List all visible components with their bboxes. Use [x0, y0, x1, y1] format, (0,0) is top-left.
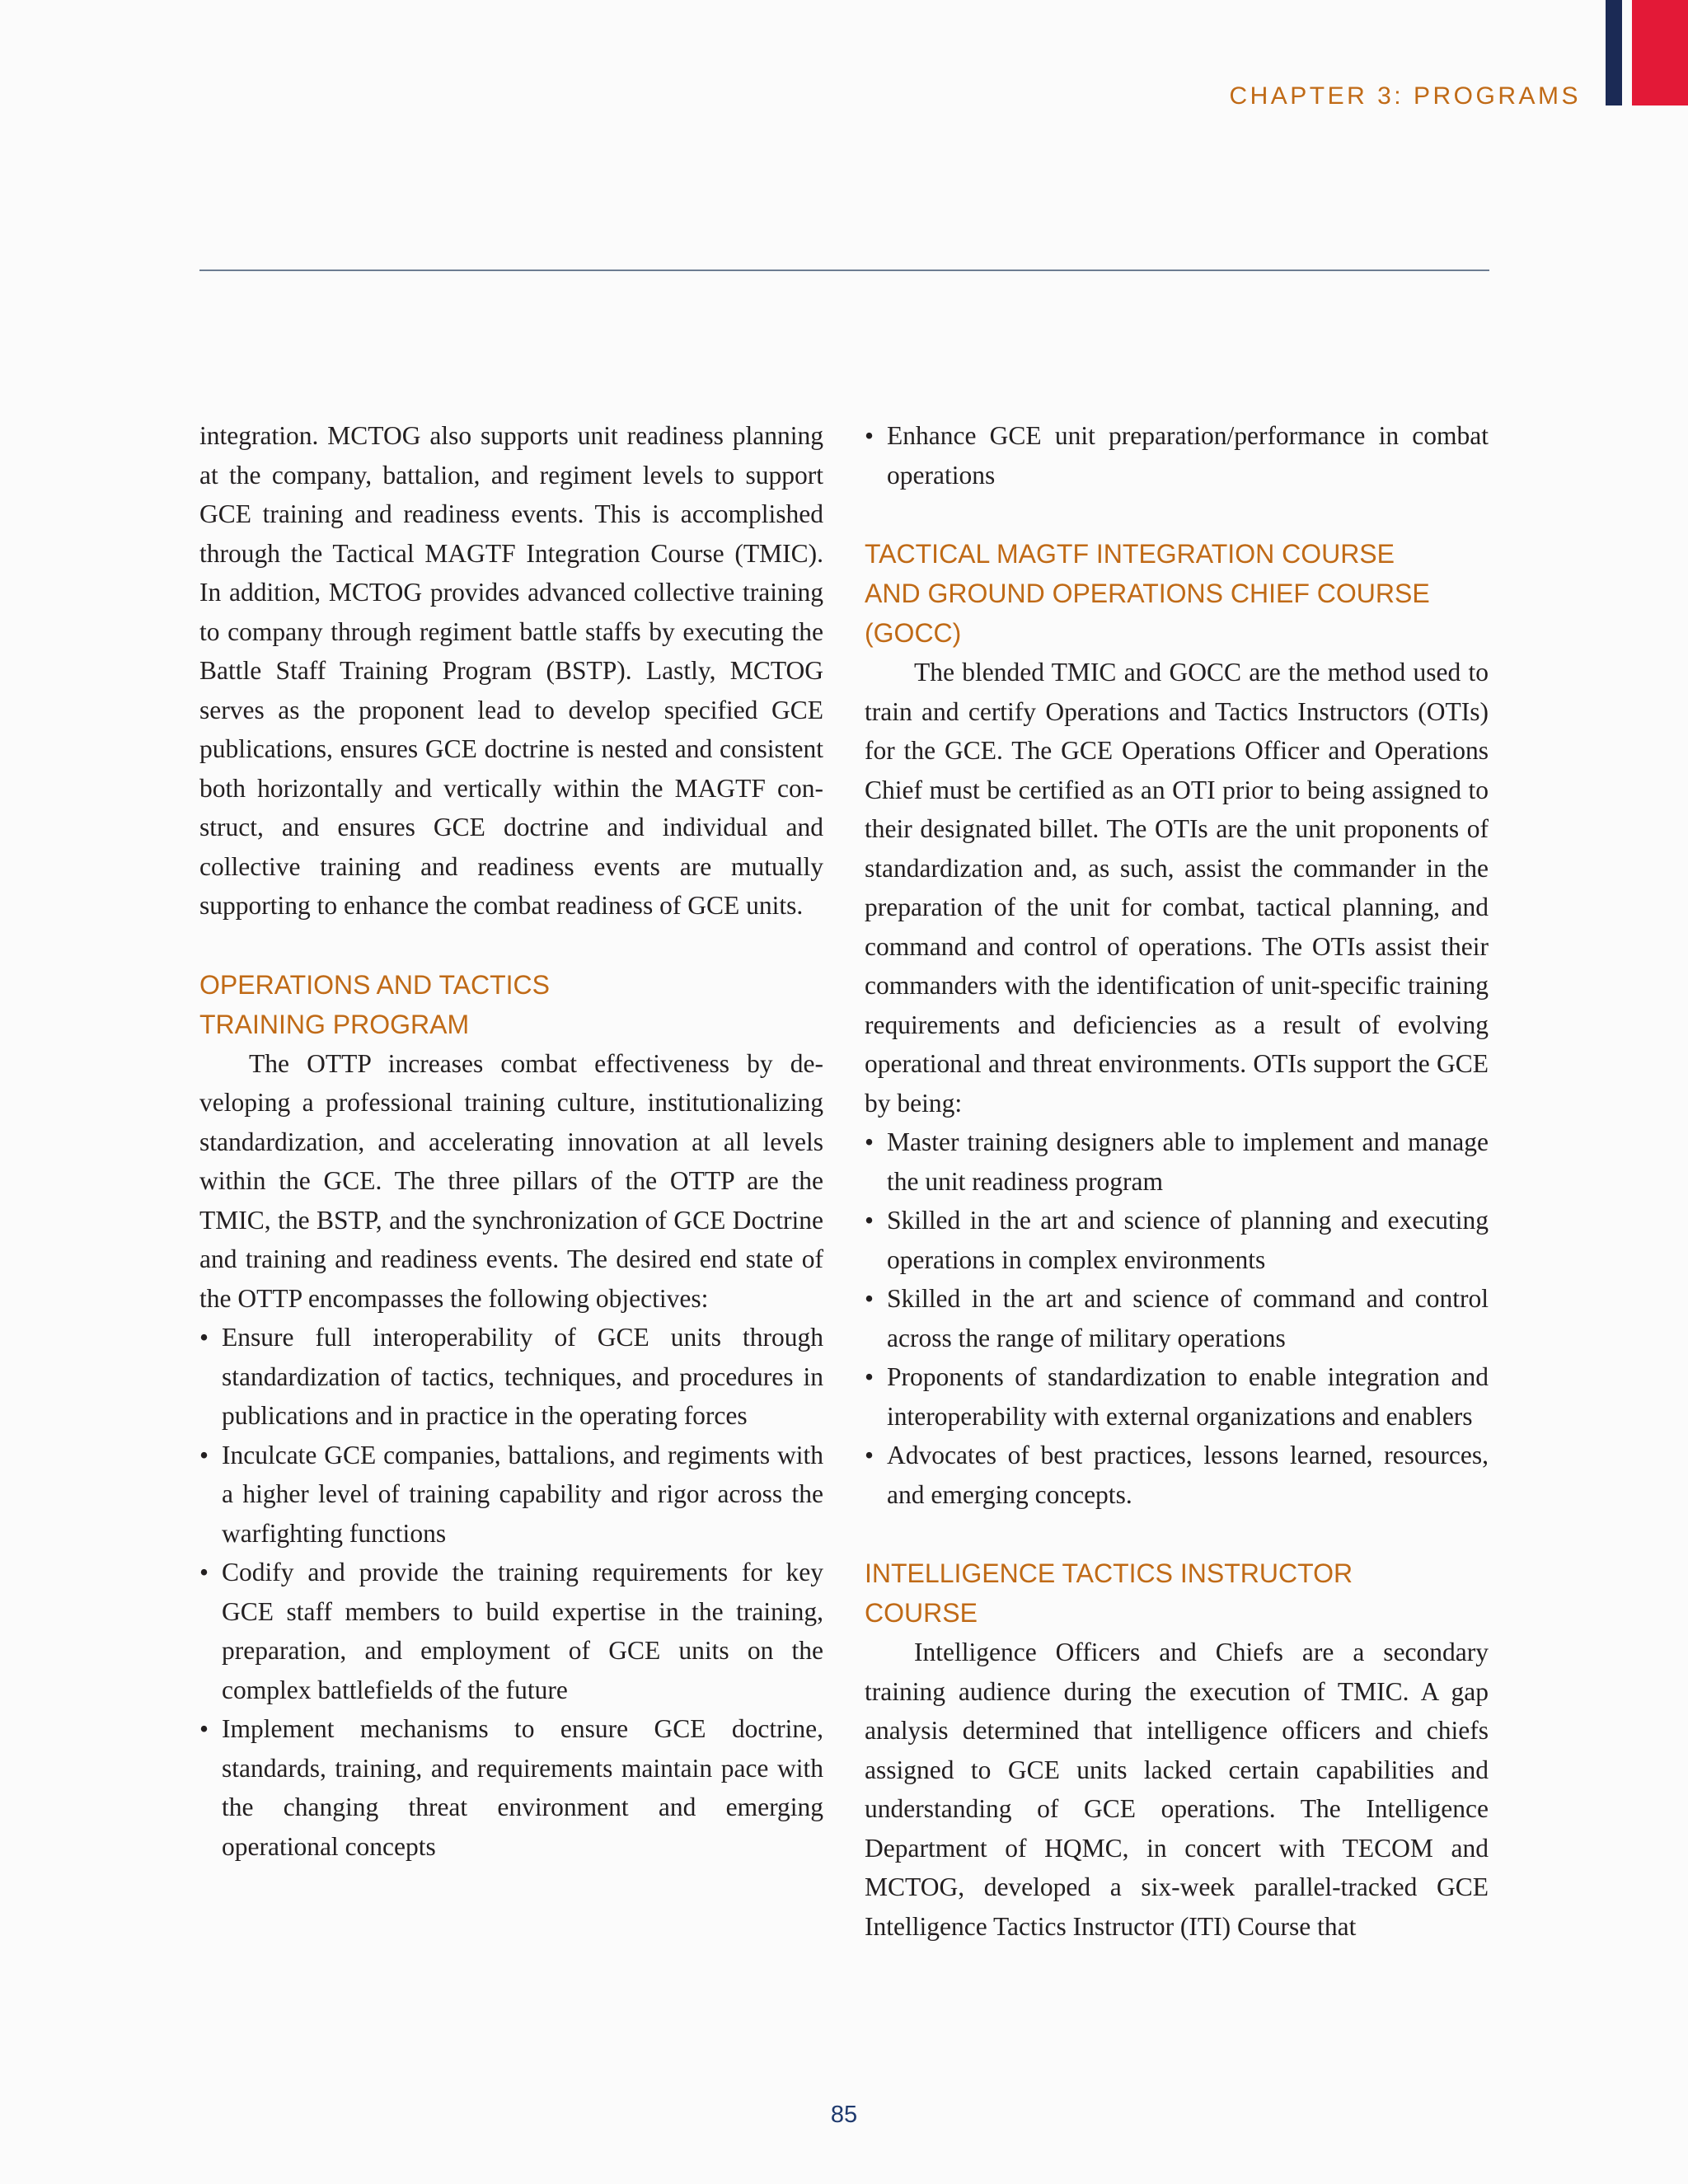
bullet-icon: • [865, 1362, 874, 1391]
bullet-icon: • [865, 1284, 874, 1313]
tmic-heading-line3: (GOCC) [865, 618, 962, 648]
list-item-text: Enhance GCE unit preparation/performance in combat operations [887, 421, 1489, 490]
iti-heading-line2: COURSE [865, 1598, 978, 1628]
tmic-heading-line1: TACTICAL MAGTF INTEGRATION COURSE [865, 539, 1395, 569]
list-item [865, 1279, 1489, 1357]
right-column [865, 416, 1489, 1946]
navy-bar [1606, 0, 1622, 105]
bullet-icon: • [199, 1323, 209, 1352]
bullet-icon: • [865, 1441, 874, 1469]
list-item [199, 1436, 823, 1554]
list-item-text: Skilled in the art and science of planning and executing operations in complex environments [887, 1206, 1489, 1274]
iti-paragraph: Intelligence Officers and Chiefs are a secondary training audience during the execution of TMIC. A gap analysis determined that intelligence officers and chiefs assigned to GCE units lacked certain capabilities and understanding of GCE operations. The Intelligence Department of HQMC, in concert with TECOM and MCTOG, developed a six-week parallel-tracked GCE Intelligence Tactics Instructor (ITI) Course that [865, 1638, 1489, 1941]
list-item-text: Implement mechanisms to ensure GCE doctrine, standards, training, and requirements maintain pace with the changing threat environment and emerging operational concepts [222, 1714, 823, 1861]
left-column [199, 416, 823, 1866]
list-item-text: Advocates of best practices, lessons learned, resources, and emerging concepts. [887, 1441, 1489, 1509]
list-item [865, 1436, 1489, 1514]
list-item-text: Skilled in the art and science of command and control across the range of military operations [887, 1284, 1489, 1352]
list-item-text: Codify and provide the training requirements for key GCE staff members to build expertise in the training, preparation, and employment of GCE units on the complex battlefields of the future [222, 1558, 823, 1704]
page-number: 85 [830, 2102, 858, 2128]
oti-roles-list [865, 1122, 1489, 1514]
list-item-text: Master training designers able to implement and manage the unit readiness program [887, 1127, 1489, 1196]
list-item [199, 1709, 823, 1866]
bullet-icon: • [865, 1206, 874, 1235]
list-item-text: Inculcate GCE companies, battalions, and regiments with a higher level of training capability and rigor across the warfighting functions [222, 1440, 823, 1548]
list-item [865, 1357, 1489, 1436]
corner-color-bars [1606, 0, 1688, 105]
list-item [865, 416, 1489, 494]
tmic-heading-line2: AND GROUND OPERATIONS CHIEF COURSE [865, 579, 1430, 608]
list-item-text: Proponents of standardization to enable integration and interoperability with external organizations and enablers [887, 1362, 1489, 1431]
header-rule [199, 269, 1489, 271]
red-bar [1632, 0, 1688, 105]
bullet-icon: • [865, 421, 874, 450]
bullet-icon: • [199, 1558, 209, 1586]
ottp-heading-line2: TRAINING PROGRAM [199, 1009, 470, 1039]
list-item [199, 1318, 823, 1436]
ottp-heading [199, 965, 823, 1044]
running-head: CHAPTER 3: PROGRAMS [1229, 82, 1581, 110]
bullet-icon: • [199, 1714, 209, 1743]
ottp-objectives-continued [865, 416, 1489, 494]
ottp-objectives-list [199, 1318, 823, 1866]
list-item [865, 1122, 1489, 1201]
intro-paragraph: integration. MCTOG also supports unit readiness planning at the company, battalion, and regiment levels to support GCE training and readiness events. This is accomplished through the Tactical MAGTF Integration Course (TMIC). In addition, MCTOG provides advanced collective training to company through regiment battle staffs by executing the Battle Staff Training Program (BSTP). Lastly, MCTOG serves as the proponent lead to develop specified GCE publications, ensures GCE doctrine is nested and consistent both horizontally and vertically within the MAGTF construct, and ensures GCE doctrine and individual and collective training and readiness events are mutually supporting to enhance the combat readiness of GCE units. [199, 421, 823, 920]
list-item [865, 1201, 1489, 1279]
bullet-icon: • [199, 1440, 209, 1469]
list-item [199, 1553, 823, 1709]
iti-heading [865, 1554, 1489, 1633]
ottp-heading-line1: OPERATIONS AND TACTICS [199, 969, 550, 1000]
iti-heading-line1: INTELLIGENCE TACTICS INSTRUCTOR [865, 1558, 1353, 1588]
tmic-paragraph: The blended TMIC and GOCC are the method used to train and certify Operations and Tactics Instructors (OTIs) for the GCE. The GCE Operations Officer and Operations Chief must be certified as an OTI prior to being assigned to their designated billet. The OTIs are the unit proponents of standardization and, as such, assist the commander in the preparation of the unit for combat, tactical planning, and command and control of operations. The OTIs assist their commanders with the identification of unit-specific training requirements and deficiencies as a result of evolving operational and threat environments. OTIs support the GCE by being: [865, 658, 1489, 1118]
tmic-heading [865, 534, 1489, 653]
ottp-paragraph: The OTTP increases combat effectiveness by developing a professional training culture, institutionalizing standardization, and accelerating innovation at all levels within the GCE. The three pillars of the OTTP are the TMIC, the BSTP, and the synchronization of GCE Doctrine and training and readiness events. The desired end state of the OTTP encompasses the following objectives: [199, 1048, 823, 1313]
bullet-icon: • [865, 1127, 874, 1156]
list-item-text: Ensure full interoperability of GCE units through standardization of tactics, techniques, and procedures in publications and in practice in the operating forces [222, 1323, 823, 1430]
